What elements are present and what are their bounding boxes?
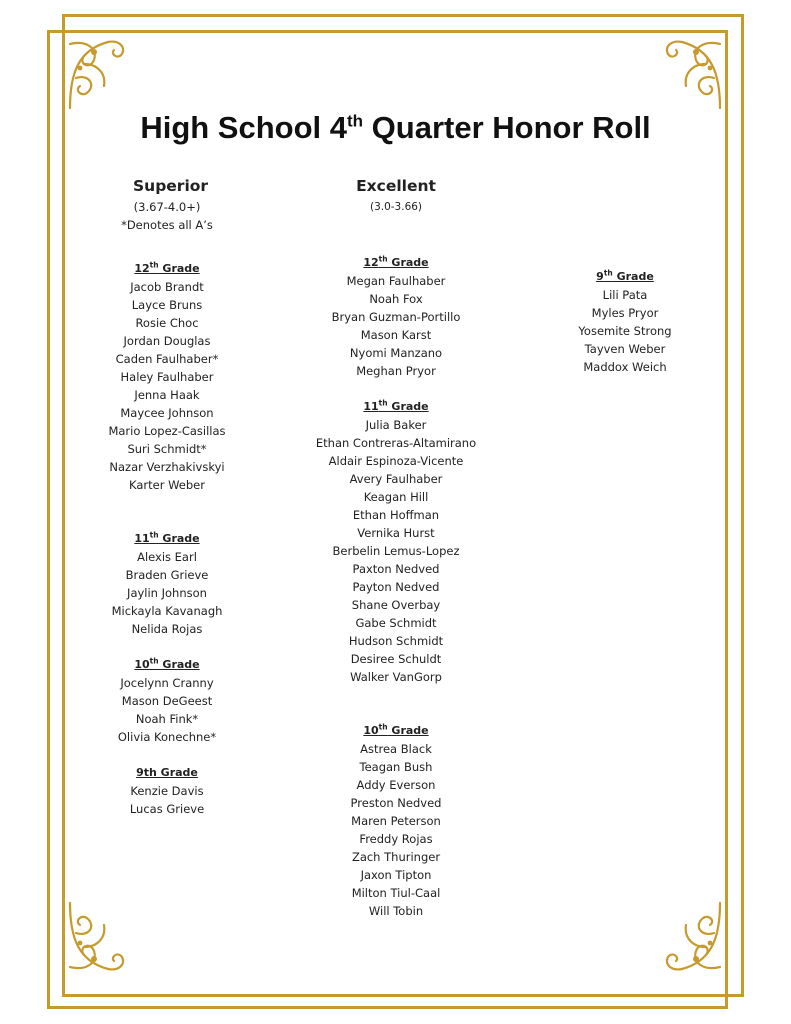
student-name: Payton Nedved xyxy=(352,580,440,594)
excellent-9-column xyxy=(560,268,690,376)
student-name: Nelida Rojas xyxy=(131,622,203,636)
flourish-icon xyxy=(64,897,144,977)
superior-11-section xyxy=(87,530,247,638)
superior-column xyxy=(87,177,247,818)
student-name: Mickayla Kavanagh xyxy=(111,604,223,618)
student-name: Braden Grieve xyxy=(125,568,209,582)
grade-heading: 10th Grade xyxy=(134,656,200,671)
superior-12-section xyxy=(87,260,247,494)
student-name: Teagan Bush xyxy=(359,760,433,774)
student-name: Olivia Konechne* xyxy=(117,730,217,744)
excellent-9-section xyxy=(560,268,690,376)
student-name: Caden Faulhaber* xyxy=(115,352,219,366)
student-name: Vernika Hurst xyxy=(357,526,435,540)
student-name: Ethan Contreras-Altamirano xyxy=(315,436,477,450)
student-name: Megan Faulhaber xyxy=(346,274,446,288)
student-name: Preston Nedved xyxy=(350,796,442,810)
student-name: Mason Karst xyxy=(360,328,432,342)
excellent-12-section xyxy=(300,254,492,380)
student-name: Keagan Hill xyxy=(363,490,429,504)
excellent-column xyxy=(300,177,492,920)
student-name: Ethan Hoffman xyxy=(352,508,440,522)
grade-heading: 10th Grade xyxy=(363,722,429,737)
all-as-note: *Denotes all A’s xyxy=(121,218,213,232)
flourish-icon xyxy=(646,897,726,977)
student-name: Yosemite Strong xyxy=(578,324,672,338)
student-name: Hudson Schmidt xyxy=(348,634,444,648)
student-name: Karter Weber xyxy=(129,478,205,492)
grade-heading: 9th Grade xyxy=(596,268,654,283)
student-name: Gabe Schmidt xyxy=(355,616,437,630)
superior-10-section xyxy=(87,656,247,746)
flourish-icon xyxy=(64,34,144,114)
student-name: Nyomi Manzano xyxy=(349,346,443,360)
student-name: Jenna Haak xyxy=(134,388,200,402)
student-name: Jaylin Johnson xyxy=(127,586,207,600)
student-name: Maddox Weich xyxy=(583,360,667,374)
student-name: Walker VanGorp xyxy=(350,670,442,684)
student-name: Lili Pata xyxy=(602,288,648,302)
student-name: Desiree Schuldt xyxy=(350,652,442,666)
student-name: Layce Bruns xyxy=(131,298,203,312)
student-name: Alexis Earl xyxy=(137,550,197,564)
grade-heading: 11th Grade xyxy=(363,398,429,413)
excellent-10-section xyxy=(300,722,492,920)
grade-heading: 12th Grade xyxy=(134,260,200,275)
grade-heading: 9th Grade xyxy=(136,766,198,779)
excellent-gpa-range: (3.0-3.66) xyxy=(369,201,423,213)
excellent-11-section xyxy=(300,398,492,686)
superior-9-section xyxy=(87,764,247,818)
student-name: Berbelin Lemus-Lopez xyxy=(332,544,460,558)
page-title: High School 4th Quarter Honor Roll xyxy=(140,110,651,145)
student-name: Will Tobin xyxy=(368,904,424,918)
student-name: Noah Fox xyxy=(369,292,423,306)
student-name: Mason DeGeest xyxy=(121,694,213,708)
flourish-icon xyxy=(646,34,726,114)
student-name: Haley Faulhaber xyxy=(120,370,214,384)
student-name: Jordan Douglas xyxy=(123,334,211,348)
grade-heading: 11th Grade xyxy=(134,530,200,545)
student-name: Mario Lopez-Casillas xyxy=(108,424,226,438)
student-name: Suri Schmidt* xyxy=(127,442,207,456)
student-name: Shane Overbay xyxy=(351,598,441,612)
student-name: Astrea Black xyxy=(360,742,432,756)
student-name: Kenzie Davis xyxy=(130,784,204,798)
student-name: Avery Faulhaber xyxy=(349,472,443,486)
student-name: Maren Peterson xyxy=(351,814,441,828)
student-name: Nazar Verzhakivskyi xyxy=(109,460,225,474)
student-name: Lucas Grieve xyxy=(129,802,205,816)
student-name: Aldair Espinoza-Vicente xyxy=(328,454,464,468)
student-name: Julia Baker xyxy=(365,418,427,432)
excellent-heading: Excellent xyxy=(356,177,436,195)
student-name: Addy Everson xyxy=(356,778,436,792)
student-name: Jaxon Tipton xyxy=(360,868,432,882)
student-name: Freddy Rojas xyxy=(359,832,433,846)
student-name: Jacob Brandt xyxy=(130,280,204,294)
student-name: Zach Thuringer xyxy=(351,850,441,864)
student-name: Noah Fink* xyxy=(135,712,199,726)
student-name: Bryan Guzman-Portillo xyxy=(331,310,461,324)
student-name: Paxton Nedved xyxy=(352,562,440,576)
grade-heading: 12th Grade xyxy=(363,254,429,269)
student-name: Jocelynn Cranny xyxy=(120,676,214,690)
student-name: Tayven Weber xyxy=(584,342,666,356)
superior-gpa-range: (3.67-4.0+) xyxy=(133,200,201,214)
student-name: Myles Pryor xyxy=(591,306,659,320)
student-name: Rosie Choc xyxy=(135,316,199,330)
student-name: Milton Tiul-Caal xyxy=(351,886,441,900)
student-name: Maycee Johnson xyxy=(120,406,214,420)
student-name: Meghan Pryor xyxy=(356,364,436,378)
superior-heading: Superior xyxy=(133,177,209,195)
